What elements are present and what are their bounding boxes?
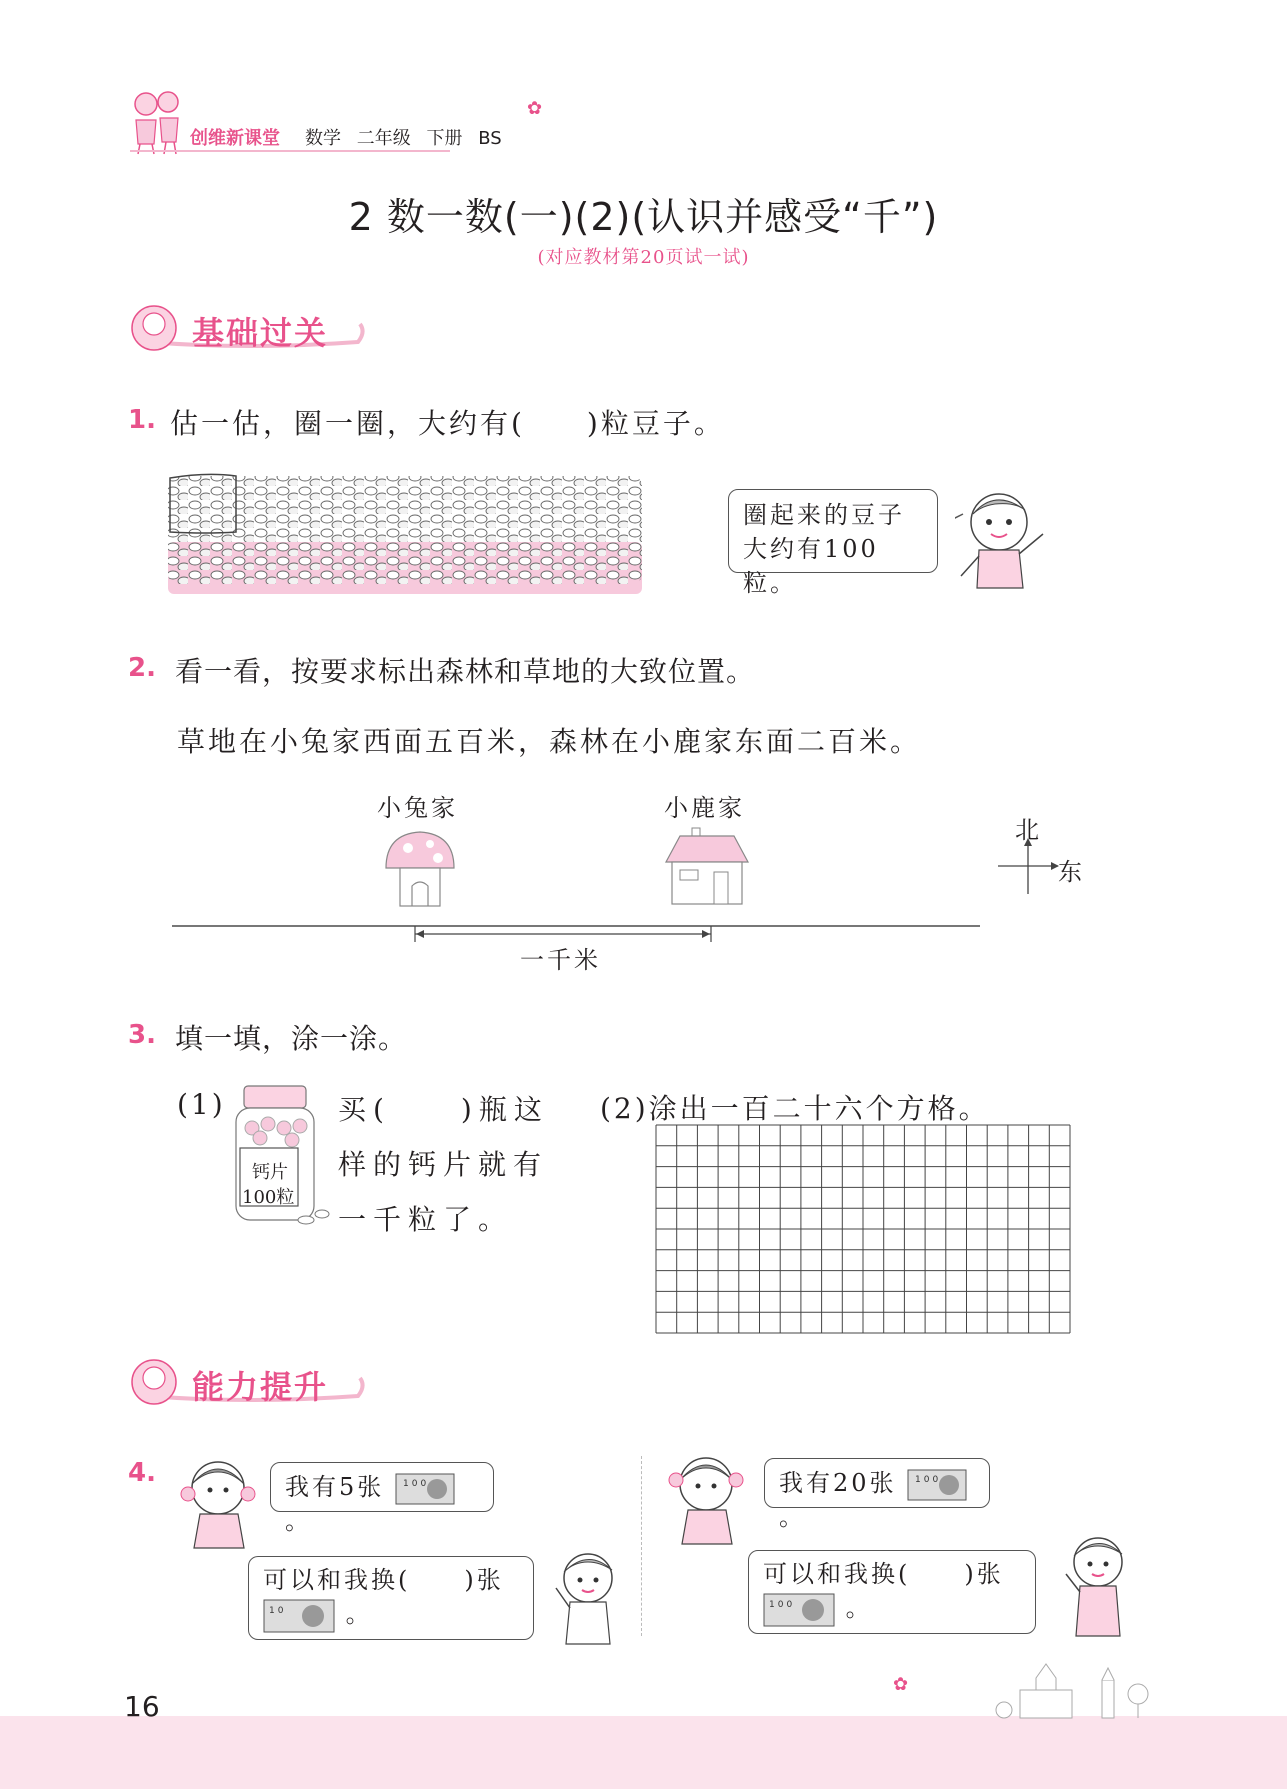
q4-left-bubble2	[248, 1556, 534, 1640]
boy-character-icon	[1058, 1530, 1138, 1640]
deer-house-label: 小鹿家	[664, 794, 745, 822]
header-mascot	[126, 86, 186, 156]
q3-part1-label: (1)	[177, 1088, 226, 1121]
q1-text: 估一估，圈一圈，大约有( )粒豆子。	[170, 407, 725, 440]
compass-north: 北	[1015, 816, 1042, 844]
q4-left-bubble2-text: 可以和我换( )张	[263, 1566, 504, 1594]
beans-image	[166, 472, 644, 596]
q4-right-bubble2	[748, 1550, 1036, 1634]
section-advanced-label: 能力提升	[192, 1368, 329, 1406]
coloring-grid[interactable]	[655, 1124, 1071, 1334]
header-volume: 下册	[426, 128, 463, 149]
q4-right-bubble1	[764, 1458, 990, 1531]
q3-text: 填一填，涂一涂。	[175, 1022, 408, 1055]
header-brand: 创维新课堂	[190, 128, 280, 149]
divider-dashed	[641, 1456, 642, 1636]
q3-part2-text: (2)涂出一百二十六个方格。	[600, 1092, 990, 1125]
q3-part1-line3: 一千粒了。	[338, 1203, 514, 1236]
footer-castle-icon	[990, 1650, 1170, 1720]
q4-right-bubble2-text: 可以和我换( )张	[763, 1560, 1004, 1588]
deer-house-icon	[664, 826, 750, 906]
header-subject: 数学	[305, 128, 341, 149]
q3-number: 3.	[128, 1020, 156, 1050]
mushroom-house-icon	[380, 828, 460, 908]
header-edition: BS	[478, 128, 502, 149]
banknote-10-icon	[263, 1599, 335, 1633]
q3-part1-line2: 样的钙片就有	[338, 1148, 549, 1181]
girl-character-icon	[664, 1450, 748, 1546]
q2-number: 2.	[128, 653, 156, 683]
banknote-100-icon	[763, 1593, 835, 1627]
q2-text: 看一看，按要求标出森林和草地的大致位置。	[175, 655, 756, 688]
compass-east: 东	[1058, 858, 1085, 886]
banknote-value: 100	[769, 1599, 796, 1610]
header-grade: 二年级	[356, 128, 411, 149]
q4-right-bubble1-end: 。	[779, 1502, 806, 1531]
compass-icon	[996, 836, 1060, 896]
girl-character-icon	[176, 1454, 260, 1550]
banknote-100-icon	[907, 1469, 967, 1501]
header-underline	[130, 150, 450, 152]
q4-right-bubble1-text: 我有20张	[779, 1469, 897, 1497]
q4-left-bubble2-end: 。	[345, 1600, 373, 1628]
q1-speech-bubble	[728, 489, 938, 597]
distance-label: 一千米	[520, 946, 601, 974]
footer-band	[0, 1716, 1287, 1789]
section-basic-label: 基础过关	[192, 314, 329, 352]
page-title: 2 数一数(一)(2)(认识并感受“千”)	[348, 195, 939, 239]
boy-character-icon	[548, 1546, 628, 1646]
header-info	[305, 124, 512, 150]
q1-bubble-line1: 圈起来的豆子	[743, 501, 905, 529]
banknote-value: 10	[269, 1605, 287, 1616]
footer-flower-icon: ✿	[893, 1674, 909, 1695]
rabbit-house-label: 小兔家	[377, 794, 458, 822]
boy-character-icon	[955, 484, 1055, 594]
q4-right-bubble2-end: 。	[845, 1594, 873, 1622]
page-number: 16	[124, 1690, 160, 1723]
q4-left-bubble1	[270, 1462, 494, 1535]
q1-number: 1.	[128, 405, 156, 435]
q4-left-bubble1-text: 我有5张	[285, 1473, 385, 1501]
q4-left-bubble1-end: 。	[285, 1506, 312, 1535]
banknote-value: 100	[402, 1478, 430, 1489]
page-subtitle: (对应教材第20页试一试)	[537, 247, 750, 268]
q2-description: 草地在小兔家西面五百米，森林在小鹿家东面二百米。	[177, 725, 922, 758]
flower-icon: ✿	[527, 98, 543, 119]
bottle-label-line1: 钙片	[252, 1162, 288, 1183]
q3-part1-line1: 买( )瓶这	[338, 1093, 549, 1126]
q4-number: 4.	[128, 1458, 156, 1488]
banknote-100-icon	[395, 1473, 455, 1505]
bottle-label-line2: 100粒	[242, 1187, 295, 1208]
banknote-value: 100	[915, 1474, 942, 1485]
q1-bubble-line2: 大约有100粒。	[743, 535, 879, 597]
